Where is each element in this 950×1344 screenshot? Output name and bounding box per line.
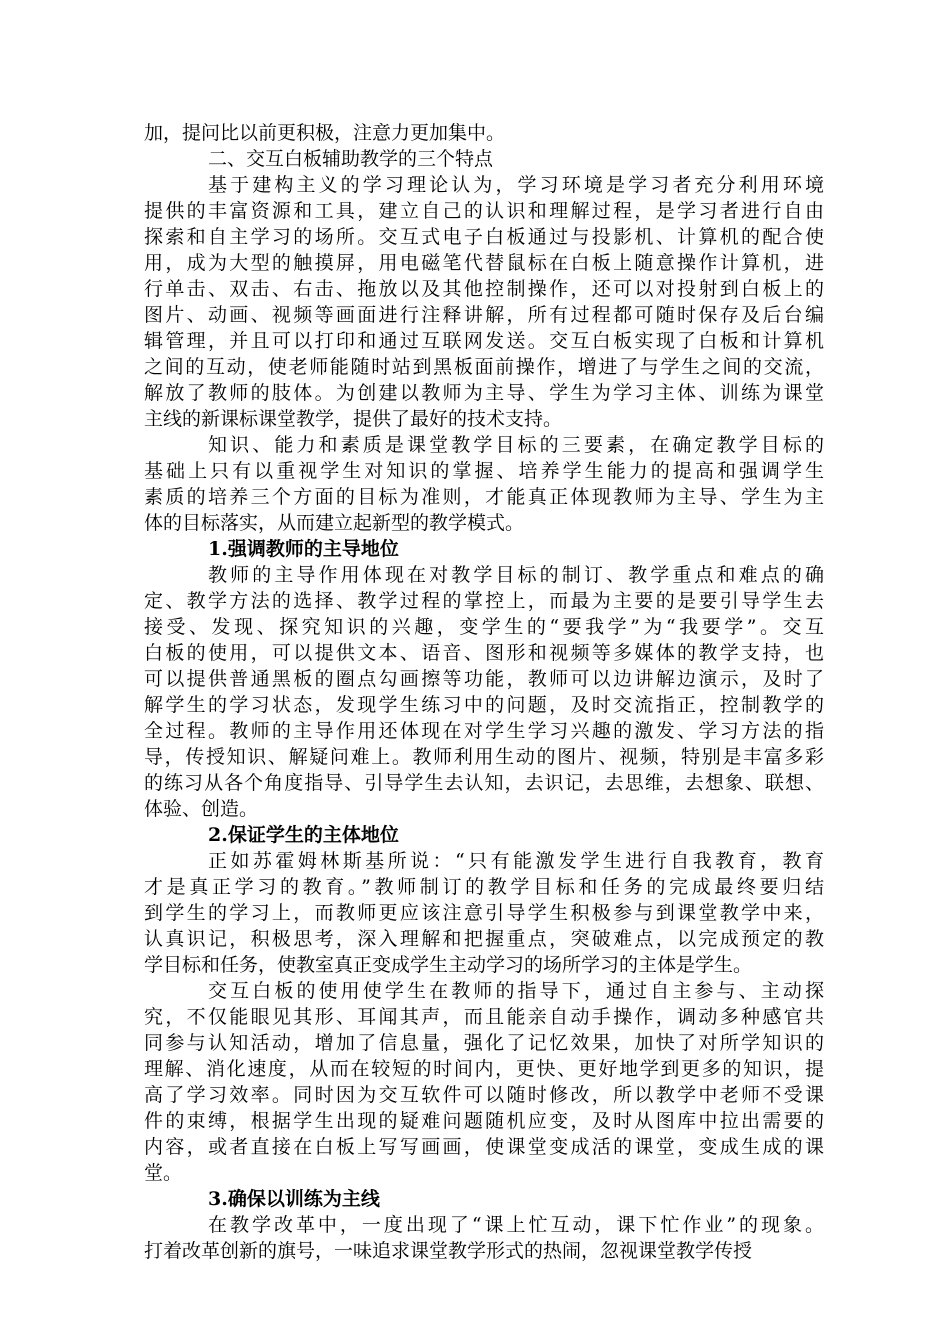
text-line: 基础上只有以重视学生对知识的掌握、培养学生能力的提高和强调学生 (144, 460, 824, 482)
paragraph (144, 120, 824, 146)
text-line: 接受、发现、探究知识的兴趣，变学生的“要我学”为“我要学”。交互 (144, 616, 824, 638)
section-heading (144, 1186, 824, 1212)
paragraph (144, 562, 824, 822)
text-line: 用，成为大型的触摸屏，用电磁笔代替鼠标在白板上随意操作计算机，进 (144, 252, 824, 274)
text-line: 1.强调教师的主导地位 (208, 538, 399, 560)
paragraph (144, 848, 824, 978)
section-heading (144, 536, 824, 562)
text-line: 认真识记，积极思考，深入理解和把握重点，突破难点，以完成预定的教 (144, 928, 824, 950)
text-line: 才是真正学习的教育。”教师制订的教学目标和任务的完成最终要归结 (144, 876, 824, 898)
text-line: 在教学改革中，一度出现了“课上忙互动，课下忙作业”的现象。 (208, 1214, 824, 1236)
text-line: 导，传授知识、解疑问难上。教师利用生动的图片、视频，特别是丰富多彩 (144, 746, 824, 768)
section-heading (144, 146, 824, 172)
text-line: 理解、消化速度，从而在较短的时间内，更快、更好地学到更多的知识，提 (144, 1058, 824, 1080)
text-line: 2.保证学生的主体地位 (208, 824, 399, 846)
text-line: 的练习从各个角度指导、引导学生去认知，去识记，去思维，去想象、联想、 (144, 772, 824, 794)
text-line: 素质的培养三个方面的目标为准则，才能真正体现教师为主导、学生为主 (144, 486, 824, 508)
paragraph (144, 1212, 824, 1264)
text-line: 辑管理，并且可以打印和通过互联网发送。交互白板实现了白板和计算机 (144, 330, 824, 352)
text-line: 之间的互动，使老师能随时站到黑板面前操作，增进了与学生之间的交流， (144, 356, 824, 378)
text-line: 全过程。教师的主导作用还体现在对学生学习兴趣的激发、学习方法的指 (144, 720, 824, 742)
text-line: 3.确保以训练为主线 (208, 1188, 380, 1210)
document-page (144, 120, 824, 1264)
text-line: 究，不仅能眼见其形、耳闻其声，而且能亲自动手操作，调动多种感官共 (144, 1006, 824, 1028)
text-line: 到学生的学习上，而教师更应该注意引导学生积极参与到课堂教学中来， (144, 902, 824, 924)
paragraph (144, 432, 824, 536)
text-line: 定、教学方法的选择、教学过程的掌控上，而最为主要的是要引导学生去 (144, 590, 824, 612)
text-line: 同参与认知活动，增加了信息量，强化了记忆效果，加快了对所学知识的 (144, 1032, 824, 1054)
text-line: 提供的丰富资源和工具，建立自己的认识和理解过程，是学习者进行自由 (144, 200, 824, 222)
text-line: 主线的新课标课堂教学，提供了最好的技术支持。 (144, 408, 563, 430)
text-line: 内容，或者直接在白板上写写画画，使课堂变成活的课堂，变成生成的课 (144, 1136, 824, 1158)
text-line: 解学生的学习状态，发现学生练习中的问题，及时交流指正，控制教学的 (144, 694, 824, 716)
text-line: 教师的主导作用体现在对教学目标的制订、教学重点和难点的确 (208, 564, 824, 586)
text-line: 二、交互白板辅助教学的三个特点 (208, 148, 494, 170)
text-line: 行单击、双击、右击、拖放以及其他控制操作，还可以对投射到白板上的 (144, 278, 824, 300)
text-line: 可以提供普通黑板的圈点勾画擦等功能，教师可以边讲解边演示，及时了 (144, 668, 824, 690)
paragraph (144, 978, 824, 1186)
text-line: 学目标和任务，使教室真正变成学生主动学习的场所学习的主体是学生。 (144, 954, 753, 976)
text-line: 高了学习效率。同时因为交互软件可以随时修改，所以教学中老师不受课 (144, 1084, 824, 1106)
text-line: 打着改革创新的旗号，一味追求课堂教学形式的热闹，忽视课堂教学传授 (144, 1240, 753, 1262)
text-line: 体验、创造。 (144, 798, 259, 820)
text-line: 件的束缚，根据学生出现的疑难问题随机应变，及时从图库中拉出需要的 (144, 1110, 824, 1132)
text-line: 知识、能力和素质是课堂教学目标的三要素，在确定教学目标的 (208, 434, 824, 456)
text-line: 体的目标落实，从而建立起新型的教学模式。 (144, 512, 525, 534)
text-line: 图片、动画、视频等画面进行注释讲解，所有过程都可随时保存及后台编 (144, 304, 824, 326)
text-line: 基于建构主义的学习理论认为，学习环境是学习者充分利用环境 (208, 174, 824, 196)
paragraph (144, 172, 824, 432)
text-line: 探索和自主学习的场所。交互式电子白板通过与投影机、计算机的配合使 (144, 226, 824, 248)
text-line: 堂。 (144, 1162, 183, 1184)
text-line: 交互白板的使用使学生在教师的指导下，通过自主参与、主动探 (208, 980, 824, 1002)
text-line: 解放了教师的肢体。为创建以教师为主导、学生为学习主体、训练为课堂 (144, 382, 824, 404)
text-line: 正如苏霍姆林斯基所说：“只有能激发学生进行自我教育，教育 (208, 850, 824, 872)
text-line: 加，提问比以前更积极，注意力更加集中。 (144, 122, 506, 144)
section-heading (144, 822, 824, 848)
text-line: 白板的使用，可以提供文本、语音、图形和视频等多媒体的教学支持，也 (144, 642, 824, 664)
